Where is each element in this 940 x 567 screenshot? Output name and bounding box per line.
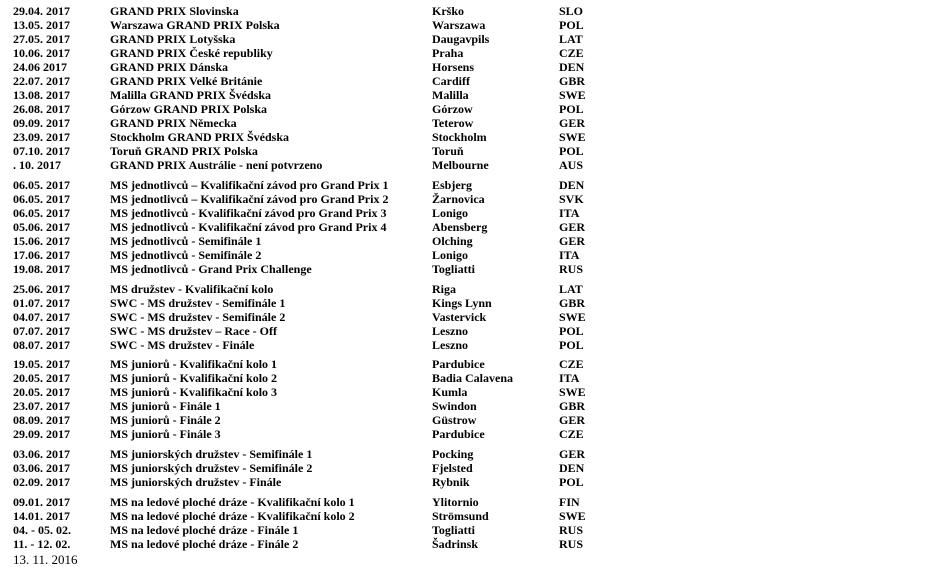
country-code: GER xyxy=(559,234,586,248)
country-code: SLO xyxy=(559,4,584,18)
country-code: DEN xyxy=(559,178,585,192)
event-name: MS juniorských družstev - Semifinále 1 xyxy=(110,447,313,461)
event-name: GRAND PRIX Velké Británie xyxy=(110,74,263,88)
schedule-row xyxy=(0,206,940,220)
document-date: 13. 11. 2016 xyxy=(13,552,78,567)
event-date: 22.07. 2017 xyxy=(13,74,70,88)
country-code: SWE xyxy=(559,509,586,523)
schedule-row xyxy=(0,4,940,18)
country-code: LAT xyxy=(559,282,583,296)
country-code: SWE xyxy=(559,385,586,399)
event-venue: Toruň xyxy=(432,144,464,158)
event-name: GRAND PRIX Dánska xyxy=(110,60,229,74)
country-code: GBR xyxy=(559,296,586,310)
schedule-row xyxy=(0,116,940,130)
event-venue: Vastervick xyxy=(432,310,487,324)
country-code: ITA xyxy=(559,371,580,385)
event-venue: Leszno xyxy=(432,324,468,338)
schedule-row xyxy=(0,234,940,248)
event-name: MS na ledové ploché dráze - Finále 1 xyxy=(110,523,299,537)
event-date: 03.06. 2017 xyxy=(13,447,70,461)
country-code: ITA xyxy=(559,248,580,262)
country-code: GBR xyxy=(559,74,586,88)
schedule-row xyxy=(0,427,940,441)
event-name: GRAND PRIX Německa xyxy=(110,116,237,130)
event-venue: Strömsund xyxy=(432,509,489,523)
event-date: 02.09. 2017 xyxy=(13,475,70,489)
event-date: 13.05. 2017 xyxy=(13,18,70,32)
event-name: MS jednotlivců - Semifinále 1 xyxy=(110,234,262,248)
event-venue: Togliatti xyxy=(432,523,475,537)
event-date: 08.09. 2017 xyxy=(13,413,70,427)
event-date: 14.01. 2017 xyxy=(13,509,70,523)
event-date: . 10. 2017 xyxy=(13,158,61,172)
schedule-row xyxy=(0,324,940,338)
event-venue: Kumla xyxy=(432,385,468,399)
event-venue: Pardubice xyxy=(432,427,485,441)
schedule-row xyxy=(0,338,940,352)
event-venue: Abensberg xyxy=(432,220,488,234)
country-code: RUS xyxy=(559,523,584,537)
country-code: POL xyxy=(559,144,584,158)
team-championship-section xyxy=(0,282,940,352)
schedule-row xyxy=(0,18,940,32)
event-date: 13.08. 2017 xyxy=(13,88,70,102)
country-code: SWE xyxy=(559,88,586,102)
event-date: 05.06. 2017 xyxy=(13,220,70,234)
event-date: 07.10. 2017 xyxy=(13,144,70,158)
event-date: 04.07. 2017 xyxy=(13,310,70,324)
schedule-row xyxy=(0,158,940,172)
event-venue: Kings Lynn xyxy=(432,296,492,310)
country-code: POL xyxy=(559,475,584,489)
ice-speedway-section xyxy=(0,495,940,551)
event-name: MS jednotlivců – Kvalifikační závod pro Grand Prix 1 xyxy=(110,178,389,192)
schedule-row xyxy=(0,74,940,88)
schedule-row xyxy=(0,248,940,262)
country-code: GER xyxy=(559,413,586,427)
event-venue: Melbourne xyxy=(432,158,489,172)
event-venue: Teterow xyxy=(432,116,474,130)
event-date: 23.09. 2017 xyxy=(13,130,70,144)
event-venue: Cardiff xyxy=(432,74,470,88)
event-name: Warszawa GRAND PRIX Polska xyxy=(110,18,280,32)
event-venue: Olching xyxy=(432,234,473,248)
event-date: 15.06. 2017 xyxy=(13,234,70,248)
country-code: POL xyxy=(559,324,584,338)
schedule-row xyxy=(0,509,940,523)
event-date: 19.05. 2017 xyxy=(13,357,70,371)
country-code: CZE xyxy=(559,427,584,441)
event-name: MS juniorů - Finále 1 xyxy=(110,399,221,413)
event-name: MS juniorů - Kvalifikační kolo 1 xyxy=(110,357,278,371)
schedule-row xyxy=(0,262,940,276)
event-name: MS jednotlivců – Kvalifikační závod pro Grand Prix 2 xyxy=(110,192,389,206)
country-code: FIN xyxy=(559,495,580,509)
schedule-row xyxy=(0,537,940,551)
schedule-row xyxy=(0,144,940,158)
country-code: POL xyxy=(559,18,584,32)
event-venue: Pocking xyxy=(432,447,474,461)
event-venue: Daugavpils xyxy=(432,32,490,46)
event-name: MS jednotlivců - Kvalifikační závod pro Grand Prix 4 xyxy=(110,220,387,234)
schedule-row xyxy=(0,282,940,296)
event-venue: Lonigo xyxy=(432,248,469,262)
event-date: 07.07. 2017 xyxy=(13,324,70,338)
country-code: POL xyxy=(559,338,584,352)
event-name: MS juniorů - Finále 2 xyxy=(110,413,221,427)
schedule-row xyxy=(0,102,940,116)
event-date: 19.08. 2017 xyxy=(13,262,70,276)
country-code: GER xyxy=(559,116,586,130)
event-date: 26.08. 2017 xyxy=(13,102,70,116)
event-venue: Swindon xyxy=(432,399,477,413)
event-venue: Górzow xyxy=(432,102,473,116)
event-name: MS družstev - Kvalifikační kolo xyxy=(110,282,274,296)
event-venue: Horsens xyxy=(432,60,474,74)
schedule-row xyxy=(0,192,940,206)
event-date: 09.09. 2017 xyxy=(13,116,70,130)
event-venue: Ylitornio xyxy=(432,495,479,509)
event-venue: Lonigo xyxy=(432,206,469,220)
event-name: MS juniorů - Kvalifikační kolo 3 xyxy=(110,385,278,399)
individual-championship-section xyxy=(0,178,940,276)
event-venue: Stockholm xyxy=(432,130,487,144)
schedule-row xyxy=(0,495,940,509)
event-date: 08.07. 2017 xyxy=(13,338,70,352)
event-name: MS juniorů - Finále 3 xyxy=(110,427,221,441)
country-code: SVK xyxy=(559,192,584,206)
event-name: GRAND PRIX České republiky xyxy=(110,46,273,60)
event-venue: Žarnovica xyxy=(432,192,485,206)
event-name: Stockholm GRAND PRIX Švédska xyxy=(110,130,290,144)
event-venue: Warszawa xyxy=(432,18,486,32)
junior-championship-section xyxy=(0,357,940,441)
junior-team-championship-section xyxy=(0,447,940,489)
event-name: SWC - MS družstev - Finále xyxy=(110,338,255,352)
schedule-row xyxy=(0,220,940,234)
schedule-row xyxy=(0,60,940,74)
event-date: 29.04. 2017 xyxy=(13,4,70,18)
country-code: RUS xyxy=(559,262,584,276)
event-date: 11. - 12. 02. xyxy=(13,537,71,551)
schedule-row xyxy=(0,399,940,413)
event-date: 23.07. 2017 xyxy=(13,399,70,413)
event-venue: Riga xyxy=(432,282,456,296)
event-date: 20.05. 2017 xyxy=(13,371,70,385)
schedule-row xyxy=(0,413,940,427)
country-code: AUS xyxy=(559,158,584,172)
event-name: Malilla GRAND PRIX Švédska xyxy=(110,88,272,102)
schedule-row xyxy=(0,523,940,537)
event-venue: Praha xyxy=(432,46,464,60)
event-date: 29.09. 2017 xyxy=(13,427,70,441)
country-code: SWE xyxy=(559,130,586,144)
schedule-row xyxy=(0,32,940,46)
event-date: 10.06. 2017 xyxy=(13,46,70,60)
event-name: MS na ledové ploché dráze - Kvalifikační kolo 2 xyxy=(110,509,355,523)
event-name: MS na ledové ploché dráze - Finále 2 xyxy=(110,537,299,551)
country-code: GBR xyxy=(559,399,586,413)
schedule-row xyxy=(0,357,940,371)
event-venue: Rybnik xyxy=(432,475,470,489)
event-name: GRAND PRIX Austrálie - není potvrzeno xyxy=(110,158,323,172)
country-code: LAT xyxy=(559,32,583,46)
event-name: MS juniorských družstev - Semifinále 2 xyxy=(110,461,313,475)
event-date: 03.06. 2017 xyxy=(13,461,70,475)
schedule-row xyxy=(0,475,940,489)
event-venue: Leszno xyxy=(432,338,468,352)
event-name: MS na ledové ploché dráze - Kvalifikační kolo 1 xyxy=(110,495,355,509)
country-code: CZE xyxy=(559,357,584,371)
event-date: 01.07. 2017 xyxy=(13,296,70,310)
country-code: ITA xyxy=(559,206,580,220)
country-code: POL xyxy=(559,102,584,116)
event-name: MS jednotlivců - Grand Prix Challenge xyxy=(110,262,312,276)
event-venue: Fjelsted xyxy=(432,461,473,475)
event-venue: Malilla xyxy=(432,88,469,102)
country-code: GER xyxy=(559,220,586,234)
event-name: GRAND PRIX Lotyšska xyxy=(110,32,236,46)
schedule-row xyxy=(0,296,940,310)
event-date: 17.06. 2017 xyxy=(13,248,70,262)
event-name: Górzow GRAND PRIX Polska xyxy=(110,102,267,116)
event-name: MS jednotlivců - Semifinále 2 xyxy=(110,248,262,262)
country-code: CZE xyxy=(559,46,584,60)
country-code: DEN xyxy=(559,60,585,74)
event-date: 25.06. 2017 xyxy=(13,282,70,296)
event-name: MS juniorů - Kvalifikační kolo 2 xyxy=(110,371,278,385)
schedule-row xyxy=(0,385,940,399)
schedule-row xyxy=(0,447,940,461)
event-venue: Güstrow xyxy=(432,413,477,427)
country-code: SWE xyxy=(559,310,586,324)
country-code: GER xyxy=(559,447,586,461)
event-name: SWC - MS družstev – Race - Off xyxy=(110,324,277,338)
schedule-row xyxy=(0,310,940,324)
event-venue: Pardubice xyxy=(432,357,485,371)
event-name: Toruň GRAND PRIX Polska xyxy=(110,144,258,158)
schedule-row xyxy=(0,371,940,385)
event-date: 06.05. 2017 xyxy=(13,192,70,206)
event-date: 20.05. 2017 xyxy=(13,385,70,399)
event-name: MS jednotlivců - Kvalifikační závod pro Grand Prix 3 xyxy=(110,206,387,220)
event-venue: Badia Calavena xyxy=(432,371,514,385)
event-name: GRAND PRIX Slovinska xyxy=(110,4,239,18)
event-date: 09.01. 2017 xyxy=(13,495,70,509)
country-code: RUS xyxy=(559,537,584,551)
event-name: MS juniorských družstev - Finále xyxy=(110,475,282,489)
schedule-row xyxy=(0,178,940,192)
event-name: SWC - MS družstev - Semifinále 2 xyxy=(110,310,286,324)
event-date: 04. - 05. 02. xyxy=(13,523,71,537)
event-venue: Esbjerg xyxy=(432,178,472,192)
event-venue: Togliatti xyxy=(432,262,475,276)
event-date: 06.05. 2017 xyxy=(13,206,70,220)
event-date: 06.05. 2017 xyxy=(13,178,70,192)
event-date: 27.05. 2017 xyxy=(13,32,70,46)
event-venue: Krško xyxy=(432,4,465,18)
schedule-row xyxy=(0,461,940,475)
country-code: DEN xyxy=(559,461,585,475)
event-date: 24.06 2017 xyxy=(13,60,67,74)
schedule-row xyxy=(0,88,940,102)
schedule-row xyxy=(0,46,940,60)
event-venue: Šadrinsk xyxy=(432,537,479,551)
grand-prix-section xyxy=(0,4,940,172)
schedule-row xyxy=(0,130,940,144)
event-name: SWC - MS družstev - Semifinále 1 xyxy=(110,296,286,310)
